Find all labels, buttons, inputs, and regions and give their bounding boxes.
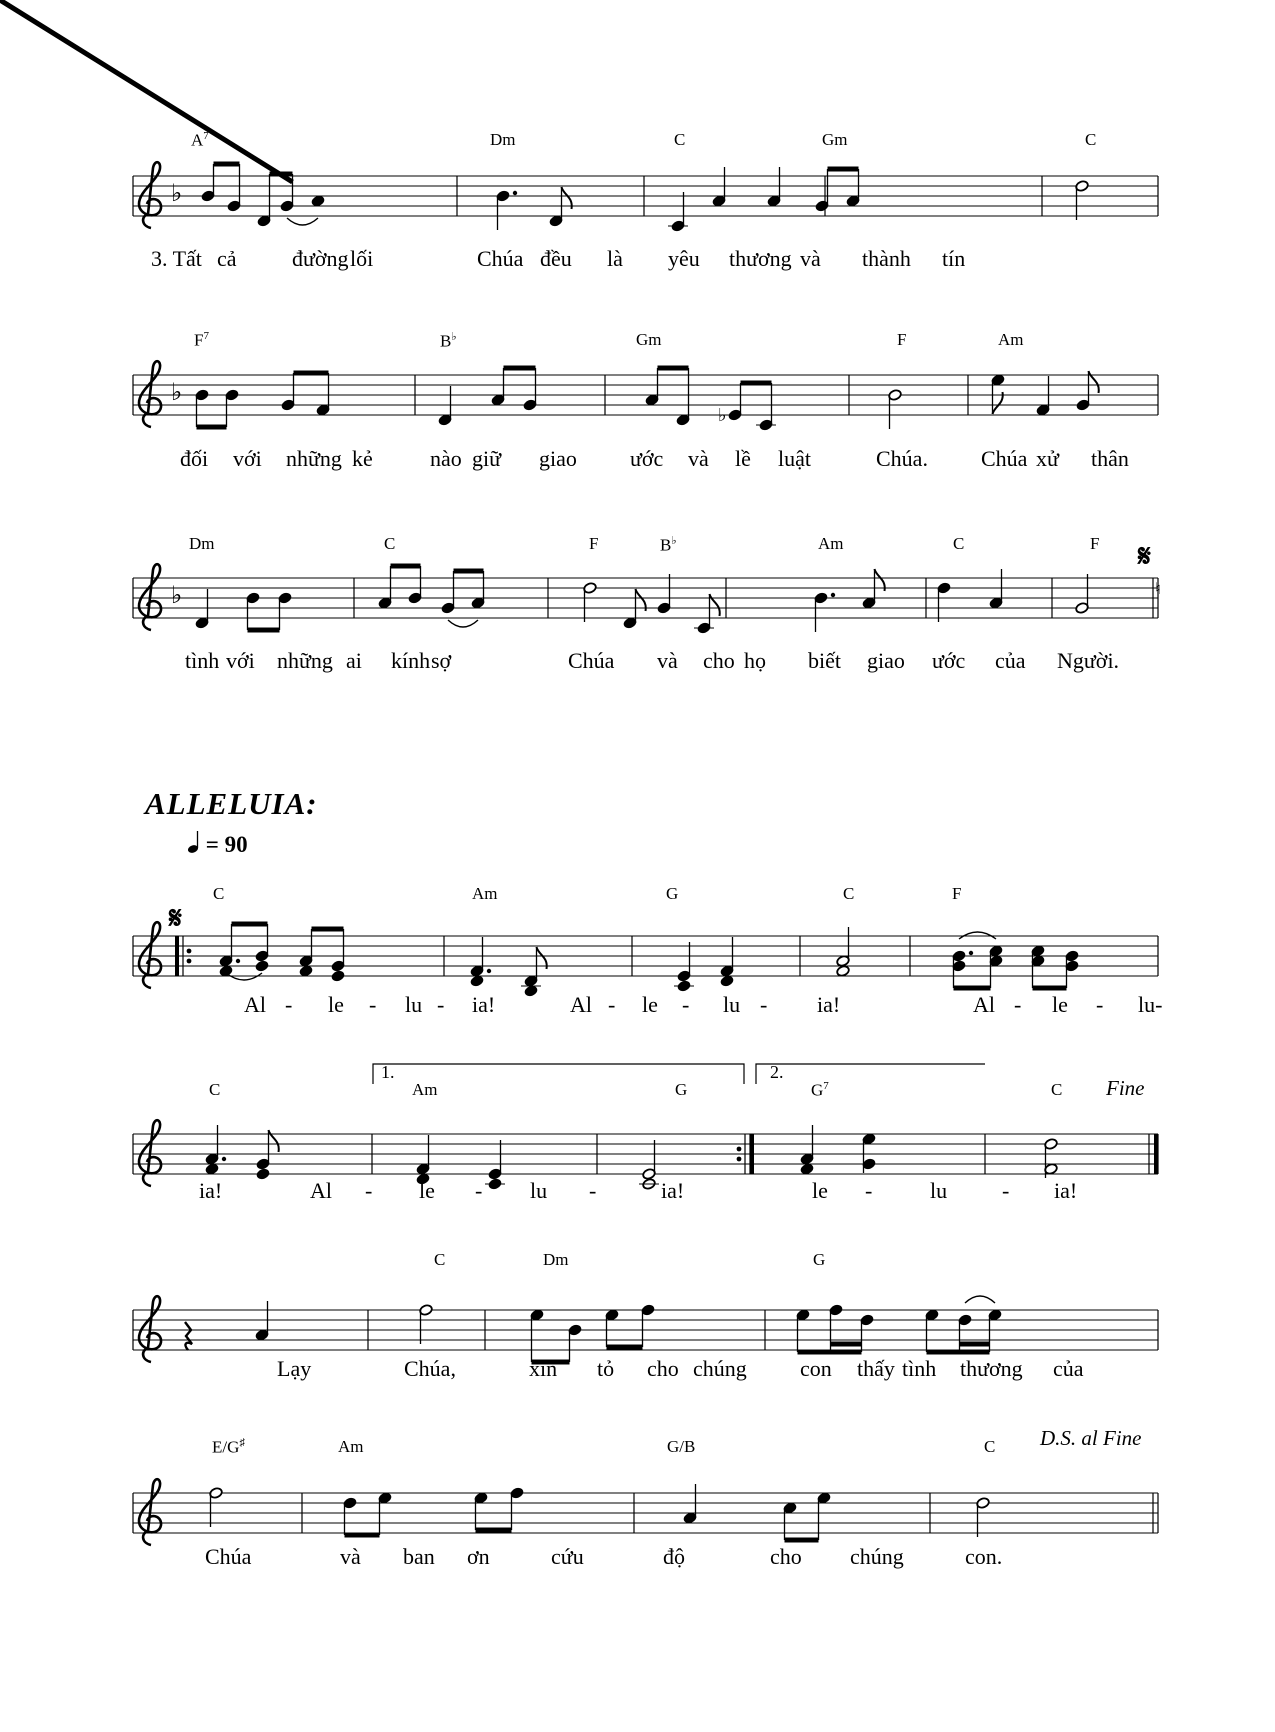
lyric-syllable: và [340, 1544, 361, 1569]
harmony-note-head [720, 975, 734, 987]
lyric-syllable: ia! [1054, 1178, 1078, 1203]
lyric-syllable: le [328, 992, 344, 1017]
chord-symbol [490, 130, 516, 150]
lyric-syllable: họ [744, 648, 766, 673]
chord-symbol [674, 130, 685, 150]
lyric-syllable: le [419, 1178, 435, 1203]
staff-system [133, 361, 1158, 431]
lyric-syllable: ia! [199, 1178, 223, 1203]
lyric-syllable: thương [960, 1356, 1023, 1381]
lyric-syllable: - [760, 992, 768, 1017]
chord-symbol [412, 1080, 438, 1100]
chord-root: Gm [636, 330, 662, 349]
treble-clef-icon [139, 162, 161, 228]
chord-root: C [953, 534, 965, 553]
staff-system [133, 1064, 1158, 1190]
lyric-syllable: Al [244, 992, 266, 1017]
chord-symbol [952, 884, 961, 904]
lyric-syllable: là [607, 246, 623, 271]
chord-root: F [1090, 534, 1100, 553]
harmony-note-head [470, 975, 484, 987]
chord-symbol [811, 1080, 829, 1101]
chord-symbol [472, 884, 498, 904]
repeat-dot [737, 1157, 742, 1162]
lyric-syllable: tình [902, 1356, 937, 1381]
chord-symbol [998, 330, 1024, 350]
treble-clef-icon [139, 1296, 161, 1362]
lyric-syllable: lu- [1138, 992, 1163, 1017]
chord-symbol [213, 884, 224, 904]
lyric-syllable: cả [217, 246, 237, 271]
lyric-syllable: con. [965, 1544, 1003, 1569]
chord-extension: 7 [203, 330, 209, 342]
chord-root: C [213, 884, 225, 903]
lyric-syllable: 3. Tất [151, 246, 202, 271]
lyric-syllable: và [688, 446, 709, 471]
chord-root: Dm [490, 130, 516, 149]
chord-root: C [843, 884, 855, 903]
key-flat-icon: ♭ [171, 179, 183, 207]
chord-root: G [811, 1080, 824, 1100]
chord-root: Am [412, 1080, 438, 1099]
lyric-syllable: kẻ [352, 446, 373, 471]
lyric-syllable: những [286, 446, 342, 471]
treble-clef-icon [139, 922, 161, 988]
chord-symbol [818, 534, 844, 554]
lyric-syllable: đường [292, 246, 349, 271]
chord-symbol [1090, 534, 1099, 554]
chord-symbol [440, 330, 457, 352]
chord-root: F [952, 884, 962, 903]
flat-sign-icon: ♭ [718, 405, 727, 426]
slur [965, 1296, 995, 1303]
lyric-syllable: giao [867, 648, 905, 673]
treble-clef-icon [139, 361, 161, 427]
lyric-syllable: nào [430, 446, 462, 471]
lyric-syllable: Al [570, 992, 592, 1017]
chord-root: G [813, 1250, 826, 1269]
chord-root: Dm [189, 534, 215, 553]
staff-system [133, 1296, 1158, 1362]
chord-root: B [660, 535, 672, 555]
lyric-syllable: độ [663, 1544, 685, 1569]
tempo-value: = 90 [205, 832, 248, 857]
key-flat-icon: ♭ [171, 581, 183, 609]
harmony-note-head [219, 965, 233, 977]
slur [287, 218, 318, 225]
chord-root: F [194, 330, 204, 350]
dot [222, 1157, 226, 1161]
slur [448, 620, 478, 627]
fine-marking: Fine [1106, 1076, 1145, 1100]
dot [236, 959, 240, 963]
lyric-syllable: Chúa [477, 246, 524, 271]
chord-root: Am [818, 534, 844, 553]
lyric-syllable: ai [346, 648, 362, 673]
natural-sign-icon: ♮ [1155, 579, 1161, 598]
chord-root: C [1085, 130, 1097, 149]
lyric-syllable: tín [942, 246, 966, 271]
tempo-marking [188, 830, 248, 858]
segno-icon: 𝄋 [1138, 539, 1151, 574]
staff-system [0, 0, 1158, 232]
harmony-note-head [205, 1163, 219, 1175]
lyric-syllable: thành [862, 246, 911, 271]
lyric-syllable: - [437, 992, 445, 1017]
chord-extension: 7 [823, 1080, 829, 1092]
lyric-syllable: của [995, 648, 1026, 673]
chord-root: B [440, 331, 452, 351]
segno-icon: 𝄋 [169, 901, 182, 936]
chord-root: C [384, 534, 396, 553]
chord-root: G [666, 884, 679, 903]
lyric-syllable: cho [703, 648, 735, 673]
lyric-syllable: cứu [551, 1544, 584, 1569]
lyric-syllable: đều [540, 246, 572, 271]
lyric-syllable: cho [647, 1356, 679, 1381]
note-head [311, 195, 325, 207]
lyric-syllable: - [1096, 992, 1104, 1017]
lyric-syllable: yêu [668, 246, 700, 271]
dot [969, 951, 973, 955]
chord-root: Gm [822, 130, 848, 149]
chord-root: F [589, 534, 599, 553]
chord-root: Am [998, 330, 1024, 349]
lyric-syllable: ia! [472, 992, 496, 1017]
harmony-note-head [256, 1168, 270, 1180]
lyric-syllable: giao [539, 446, 577, 471]
lyric-syllable: tỏ [597, 1356, 615, 1381]
beam-secondary [0, 0, 293, 182]
lyric-syllable: le [812, 1178, 828, 1203]
lyric-syllable: - [365, 1178, 373, 1203]
chord-symbol [666, 884, 678, 904]
lyric-syllable: Người. [1057, 648, 1120, 673]
chord-symbol [660, 534, 677, 556]
treble-clef-icon [139, 564, 161, 630]
harmony-note-head [524, 985, 538, 997]
chord-root: C [209, 1080, 221, 1099]
ds-al-fine-marking: D.S. al Fine [1040, 1426, 1142, 1450]
chord-extension: 7 [203, 130, 209, 142]
note-flag [1089, 371, 1099, 393]
chord-extension: ♭ [671, 535, 677, 547]
chord-symbol [813, 1250, 825, 1270]
lyric-syllable: - [865, 1178, 873, 1203]
chord-root: E/G [212, 1437, 240, 1457]
key-flat-icon: ♭ [171, 378, 183, 406]
chord-symbol [191, 130, 209, 151]
chord-root: Am [472, 884, 498, 903]
chord-root: A [191, 130, 204, 150]
lyric-syllable: biết [808, 648, 841, 673]
quarter-note-icon [188, 830, 200, 852]
chord-symbol [384, 534, 395, 554]
repeat-dot [737, 1147, 742, 1152]
second-ending-bracket [756, 1064, 985, 1084]
lyric-syllable: - [589, 1178, 597, 1203]
lyric-syllable: lu [723, 992, 741, 1017]
first-ending-label: 1. [381, 1062, 395, 1082]
chord-symbol [675, 1080, 687, 1100]
quarter-rest-icon [185, 1322, 192, 1350]
note-flag [269, 1130, 279, 1152]
chord-symbol [897, 330, 906, 350]
lyric-syllable: - [1002, 1178, 1010, 1203]
chord-symbol [1051, 1080, 1062, 1100]
final-barline [1154, 1134, 1158, 1174]
lyric-syllable: đối [180, 446, 209, 471]
lyric-syllable: ước [932, 648, 966, 673]
lyric-syllable: lu [405, 992, 423, 1017]
lyric-syllable: thấy [857, 1356, 895, 1381]
chord-root: F [897, 330, 907, 349]
lyric-syllable: những [277, 648, 333, 673]
lyric-syllable: xử [1036, 446, 1059, 471]
chord-symbol [434, 1250, 445, 1270]
chord-root: G [675, 1080, 688, 1099]
lyric-syllable: sợ [431, 648, 452, 673]
chord-root: C [1051, 1080, 1063, 1099]
treble-clef-icon [139, 1120, 161, 1186]
lyric-syllable: thương [729, 246, 792, 271]
lyric-syllable: - [608, 992, 616, 1017]
second-ending-label: 2. [770, 1062, 784, 1082]
chord-symbol [209, 1080, 220, 1100]
chord-symbol [189, 534, 215, 554]
harmony-note-head [836, 965, 850, 977]
lyric-syllable: lề [735, 446, 751, 471]
chord-root: C [984, 1437, 996, 1456]
lyric-syllable: lu [530, 1178, 548, 1203]
dot [513, 191, 517, 195]
chord-extension: ♯ [239, 1437, 245, 1449]
staff-system [133, 539, 1161, 634]
lyric-syllable: Al [973, 992, 995, 1017]
lyric-syllable: với [226, 648, 255, 673]
harmony-note-head [255, 960, 269, 972]
lyric-syllable: - [475, 1178, 483, 1203]
lyric-syllable: của [1053, 1356, 1084, 1381]
lyric-syllable: lu [930, 1178, 948, 1203]
lyric-syllable: xin [529, 1356, 558, 1381]
lyric-syllable: ơn [467, 1544, 490, 1569]
lyric-syllable: tình [185, 648, 220, 673]
lyric-syllable: ia! [661, 1178, 685, 1203]
lyric-syllable: - [1014, 992, 1022, 1017]
chord-symbol [953, 534, 964, 554]
lyric-syllable: Al [310, 1178, 332, 1203]
lyric-syllable: ia! [817, 992, 841, 1017]
lyric-syllable: Chúa. [876, 446, 928, 471]
lyric-syllable: Chúa [568, 648, 615, 673]
lyric-syllable: - [682, 992, 690, 1017]
repeat-start-thick [175, 936, 179, 976]
staff-system [133, 1479, 1158, 1545]
chord-symbol [194, 330, 209, 351]
harmony-note-head [331, 970, 345, 982]
lyric-syllable: luật [778, 446, 811, 471]
lyric-syllable: le [1052, 992, 1068, 1017]
lyric-syllable: Chúa [205, 1544, 252, 1569]
chord-symbol [667, 1437, 695, 1457]
lyric-syllable: - [369, 992, 377, 1017]
lyric-syllable: con [800, 1356, 832, 1381]
repeat-dot [187, 959, 192, 964]
chord-root: C [674, 130, 686, 149]
lyric-syllable: và [657, 648, 678, 673]
lyric-syllable: và [800, 246, 821, 271]
dot [831, 593, 835, 597]
chord-root: Am [338, 1437, 364, 1456]
lyric-syllable: cho [770, 1544, 802, 1569]
lyric-syllable: lối [350, 246, 374, 271]
lyric-syllable: kính [391, 648, 431, 673]
treble-clef-icon [139, 1479, 161, 1545]
lyric-syllable: với [233, 446, 262, 471]
chord-root: C [434, 1250, 446, 1269]
harmony-note-head [299, 965, 313, 977]
dot [487, 969, 491, 973]
lyric-syllable: Lạy [277, 1356, 312, 1381]
lyric-syllable: ban [403, 1544, 435, 1569]
chord-symbol [589, 534, 598, 554]
chord-symbol [822, 130, 848, 150]
lyric-syllable: chúng [850, 1544, 904, 1569]
staff-system [133, 901, 1158, 997]
repeat-dot [187, 949, 192, 954]
repeat-end-thick [750, 1134, 754, 1174]
section-title: ALLELUIA: [145, 786, 318, 821]
chord-symbol [338, 1437, 364, 1457]
lyric-syllable: le [642, 992, 658, 1017]
lyric-syllable: Chúa, [404, 1356, 456, 1381]
lyric-syllable: giữ [472, 446, 502, 471]
chord-root: Dm [543, 1250, 569, 1269]
harmony-note-head [800, 1163, 814, 1175]
chord-symbol [636, 330, 662, 350]
lyric-syllable: chúng [693, 1356, 747, 1381]
chord-root: G/B [667, 1437, 696, 1456]
lyric-syllable: ước [630, 446, 664, 471]
lyric-syllable: thân [1091, 446, 1129, 471]
chord-symbol [1085, 130, 1096, 150]
note-flag [710, 594, 720, 616]
lyric-syllable: - [285, 992, 293, 1017]
lyric-syllable: Chúa [981, 446, 1028, 471]
chord-symbol [212, 1437, 245, 1458]
chord-symbol [843, 884, 854, 904]
chord-symbol [543, 1250, 569, 1270]
chord-extension: ♭ [451, 331, 457, 343]
chord-symbol [984, 1437, 995, 1457]
